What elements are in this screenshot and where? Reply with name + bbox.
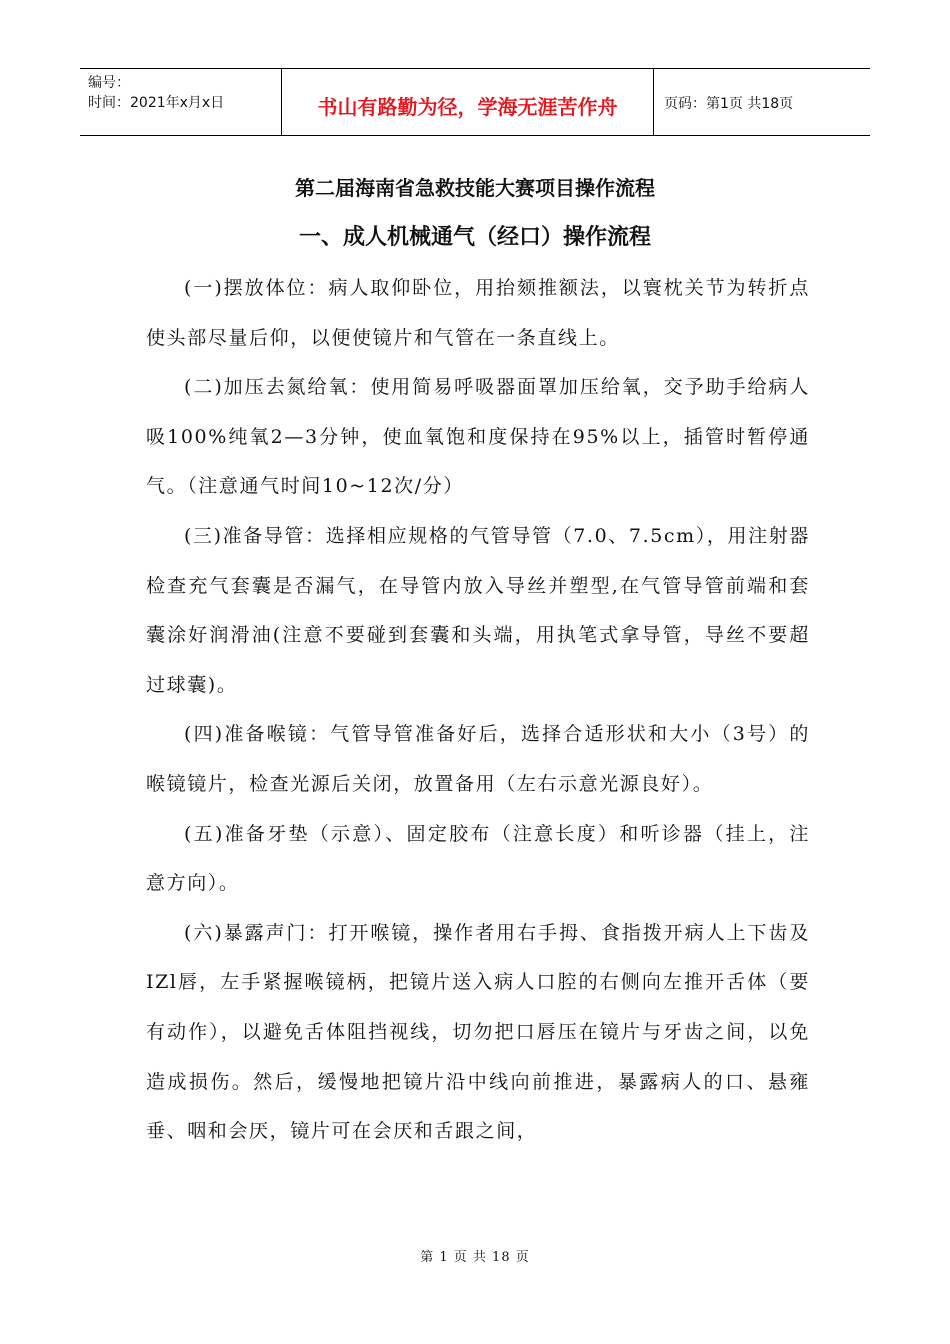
document-number-label: 编号： (88, 75, 130, 91)
section-title: 一、成人机械通气（经口）操作流程 (298, 225, 651, 250)
paragraph-2: (二)加压去氮给氧：使用简易呼吸器面罩加压给氧，交予助手给病人吸100%纯氧2—3分钟，使血氧饱和度保持在95%以上，插管时暂停通气。（注意通气时间10~12次/分） (146, 376, 810, 498)
header-meta (80, 69, 282, 135)
paragraph-6: (六)暴露声门：打开喉镜，操作者用右手拇、食指拨开病人上下齿及IZl唇，左手紧握喉镜柄，把镜片送入病人口腔的右侧向左推开舌体（要有动作），以避免舌体阻挡视线，切勿把口唇压在镜片与牙齿之间，以免造成损伤。然后，缓慢地把镜片沿中线向前推进，暴露病人的口、悬雍垂、咽和会厌，镜片可在会厌和舌跟之间， (146, 921, 810, 1143)
paragraph-1: (一)摆放体位：病人取仰卧位，用抬颏推额法，以寰枕关节为转折点使头部尽量后仰，以便使镜片和气管在一条直线上。 (146, 277, 810, 349)
page-footer: 第 1 页 共 18 页 (420, 1250, 530, 1265)
paragraph-3: (三)准备导管：选择相应规格的气管导管（7.0、7.5cm），用注射器检查充气套囊是否漏气，在导管内放入导丝并塑型,在气管导管前端和套囊涂好润滑油(注意不要碰到套囊和头端，用执笔式拿导管，导丝不要超过球囊)。 (146, 524, 810, 696)
paragraph-5: (五)准备牙垫（示意）、固定胶布（注意长度）和听诊器（挂上，注意方向）。 (146, 822, 810, 895)
document-title: 第二届海南省急救技能大赛项目操作流程 (295, 176, 655, 200)
document-date: 时间：2021年x月x日 (88, 95, 225, 111)
document-header (80, 68, 870, 136)
header-motto: 书山有路勤为径，学海无涯苦作舟 (282, 69, 654, 135)
paragraph-4: (四)准备喉镜：气管导管准备好后，选择合适形状和大小（3号）的喉镜镜片，检查光源后关闭，放置备用（左右示意光源良好）。 (146, 723, 810, 795)
header-page-info: 页码：第1页 共18页 (664, 96, 794, 112)
document-body (146, 264, 810, 1157)
